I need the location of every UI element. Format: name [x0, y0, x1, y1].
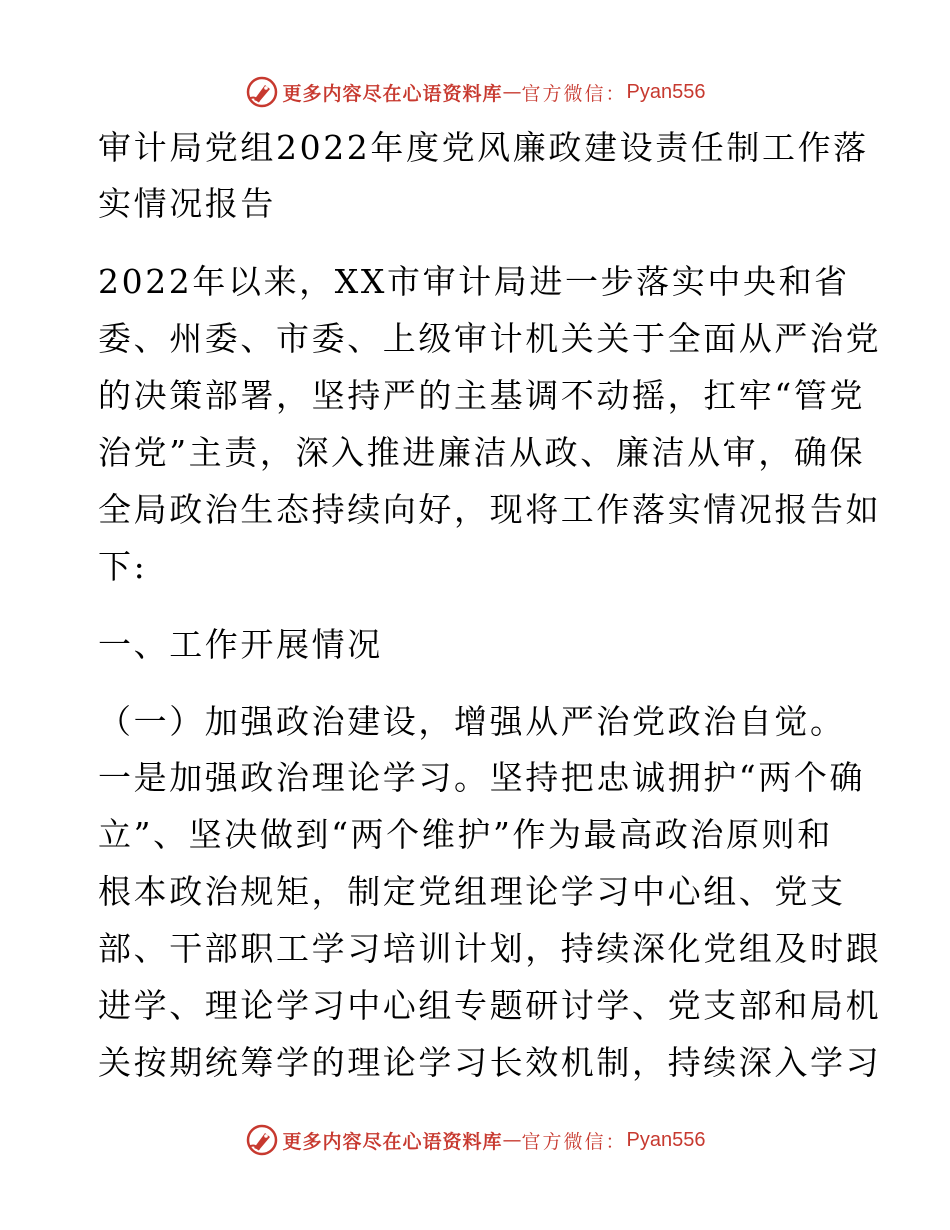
watermark-brand-text: 更多内容尽在心语资料库 — [282, 82, 503, 105]
pen-nib-logo-icon — [245, 1123, 279, 1157]
body-line: 部、干部职工学习培训计划，持续深化党组及时跟 — [98, 929, 882, 968]
document-title-line-1: 审计局党组2022年度党风廉政建设责任制工作落 — [98, 128, 869, 167]
watermark-official-label: 官方微信： — [521, 1130, 627, 1153]
watermark-wechat-id: Pyan556 — [626, 1128, 706, 1151]
intro-line: 委、州委、市委、上级审计机关关于全面从严治党 — [98, 319, 882, 358]
pen-nib-logo-icon — [245, 75, 279, 109]
watermark-brand-text: 更多内容尽在心语资料库 — [282, 1130, 503, 1153]
subsection-heading: （一）加强政治建设，增强从严治党政治自觉。 — [98, 702, 846, 741]
intro-line: 治党”主责，深入推进廉洁从政、廉洁从审，确保 — [98, 433, 866, 472]
body-line: 立”、坚决做到“两个维护”作为最高政治原则和 — [98, 815, 833, 854]
watermark-banner-bottom — [0, 1118, 950, 1162]
watermark-separator: — — [502, 81, 522, 103]
watermark-wechat-id: Pyan556 — [626, 80, 706, 103]
watermark-banner-top — [0, 70, 950, 114]
intro-line: 下: — [98, 547, 148, 586]
intro-line: 的决策部署，坚持严的主基调不动摇，扛牢“管党 — [98, 376, 866, 415]
body-line: 进学、理论学习中心组专题研讨学、党支部和局机 — [98, 986, 882, 1025]
body-line: 根本政治规矩，制定党组理论学习中心组、党支 — [98, 872, 846, 911]
watermark-separator: — — [502, 1129, 522, 1151]
body-line: 一是加强政治理论学习。坚持把忠诚拥护“两个确 — [98, 758, 866, 797]
watermark-official-label: 官方微信： — [521, 82, 627, 105]
body-line: 关按期统筹学的理论学习长效机制，持续深入学习 — [98, 1043, 882, 1082]
section-heading: 一、工作开展情况 — [98, 625, 383, 664]
intro-line: 全局政治生态持续向好，现将工作落实情况报告如 — [98, 490, 882, 529]
intro-line: 2022年以来，XX市审计局进一步落实中央和省 — [98, 262, 850, 301]
document-title-line-2: 实情况报告 — [98, 184, 276, 223]
